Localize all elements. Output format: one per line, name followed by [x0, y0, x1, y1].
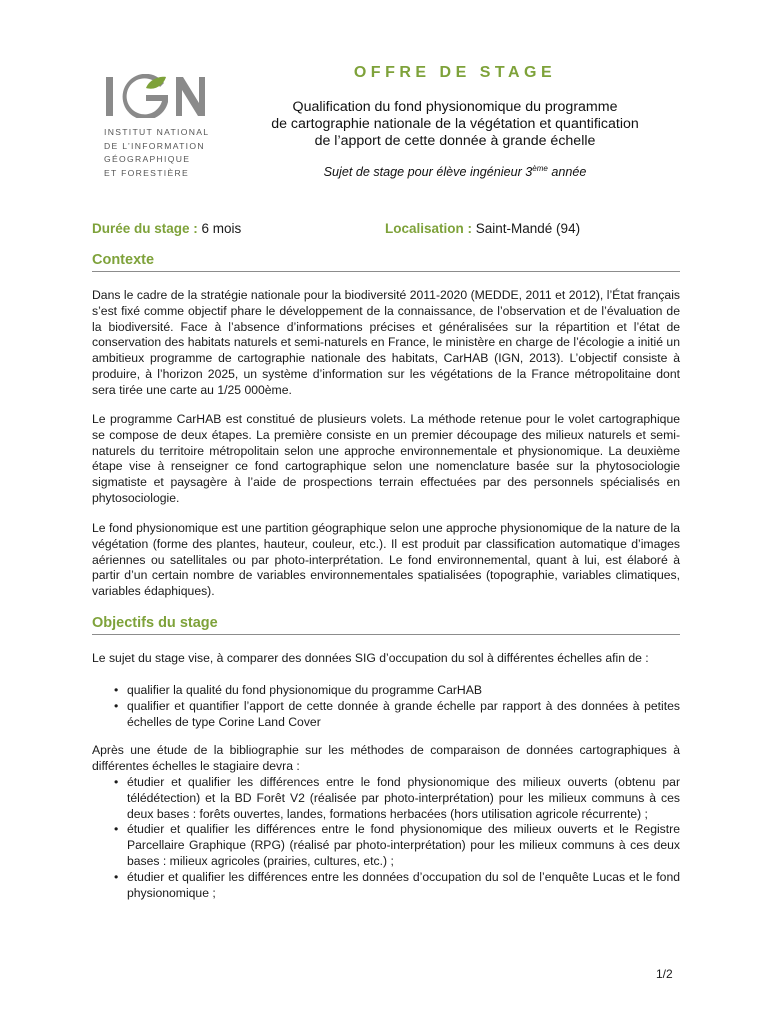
- contexte-paragraph-1: Dans le cadre de la stratégie nationale pour la biodiversité 2011-2020 (MEDDE, 2011 et 2012), l’État français s’est fixé comme objectif phare le développement de la connaissance, de l’observation et de l’évaluation de la biodiversité. Face à l’absence d’informations précises et généralisées sur la répartition et l’état de conservation des habitats naturels et semi-naturels en France, le ministère en charge de l’écologie a initié un ambitieux programme de cartographie nationale des habitats, CarHAB (IGN, 2013). L’objectif consiste à produire, à l’horizon 2025, un système d’information sur les végétations de la France métropolitaine dont sera tirée une carte au 1/25 000ème.: [92, 288, 680, 397]
- ign-logo: [104, 74, 216, 180]
- location-info: [385, 221, 580, 236]
- list-item: • étudier et qualifier les différences entre le fond physionomique des milieux ouverts et le Registre Parcellaire Graphique (RPG) (réalisé par photo-interprétation) pour les milieux communs à ces deux bases : milieux agricoles (prairies, cultures, etc.) ;: [116, 822, 680, 869]
- list-item: • étudier et qualifier les différences entre les données d’occupation du sol de l’enquête Lucas et le fond physionomique ;: [116, 870, 680, 902]
- objectifs-tasks-list: [116, 775, 680, 901]
- section-heading-objectifs: Objectifs du stage: [92, 615, 680, 635]
- objectifs-list: [116, 683, 680, 730]
- duration-value: 6 mois: [197, 221, 242, 236]
- contexte-paragraph-3: Le fond physionomique est une partition géographique selon une approche physionomique de la nature de la végétation (forme des plantes, hauteur, couleur, etc.). Il est produit par classification automatique d’images aériennes ou satellitales ou par photo-interprétation. Le fond environnemental, quant à lui, est élaboré à partir d’un certain nombre de variables environnementales spatialisées (topographie, variables climatiques, variables édaphiques).: [92, 521, 680, 599]
- subject-line-3: de l’apport de cette donnée à grande échelle: [314, 133, 596, 149]
- list-item: • étudier et qualifier les différences entre le fond physionomique des milieux ouverts (obtenu par télédétection) et la BD Forêt V2 (réalisée par photo-interprétation) pour les milieux communs à ces deux bases : forêts ouvertes, landes, formations herbacées (hors utilisation agricole récurrente) ;: [116, 775, 680, 822]
- list-item: • qualifier et quantifier l’apport de cette donnée à grande échelle par rapport à des données à petites échelles de type Corine Land Cover: [116, 699, 680, 731]
- objectifs-intro: Le sujet du stage vise, à comparer des données SIG d’occupation du sol à différentes échelles afin de :: [92, 651, 649, 665]
- duration-info: [92, 221, 241, 236]
- subject-title: [240, 99, 670, 150]
- logo-line-4: ET FORESTIÈRE: [104, 167, 190, 178]
- contexte-paragraph-2: Le programme CarHAB est constitué de plusieurs volets. La méthode retenue pour le volet cartographique se compose de deux étapes. La première consiste en un premier découpage des milieux naturels et semi-naturels du territoire métropolitain selon une approche environnementale et physionomique. La deuxième étape vise à renseigner ce fond cartographique selon une nomenclature basée sur la phytosociologie sigmatiste et paysagère à l’aide de prospections terrain effectuées par des personnels spécialisés en phytosociologie.: [92, 412, 680, 505]
- location-label: Localisation :: [385, 221, 473, 236]
- section-heading-contexte: Contexte: [92, 252, 680, 272]
- logo-line-1: INSTITUT NATIONAL: [104, 127, 210, 137]
- logo-line-2: DE L’INFORMATION: [104, 140, 205, 151]
- page-number: 1/2: [656, 967, 673, 981]
- objectifs-intro-2: Après une étude de la bibliographie sur les méthodes de comparaison de données cartographiques à différentes échelles le stagiaire devra :: [92, 743, 680, 773]
- ign-wordmark: [104, 74, 208, 118]
- duration-label: Durée du stage :: [92, 221, 198, 236]
- list-item: • qualifier la qualité du fond physionomique du programme CarHAB: [116, 683, 680, 699]
- logo-line-3: GÉOGRAPHIQUE: [104, 154, 191, 164]
- subject-line-1: Qualification du fond physionomique du programme: [292, 99, 618, 115]
- location-value: Saint-Mandé (94): [472, 221, 581, 236]
- offer-title: OFFRE DE STAGE: [353, 64, 557, 81]
- subject-line-2: de cartographie nationale de la végétation et quantification: [271, 116, 639, 132]
- subject-subtitle: Sujet de stage pour élève ingénieur 3ème année: [323, 164, 587, 180]
